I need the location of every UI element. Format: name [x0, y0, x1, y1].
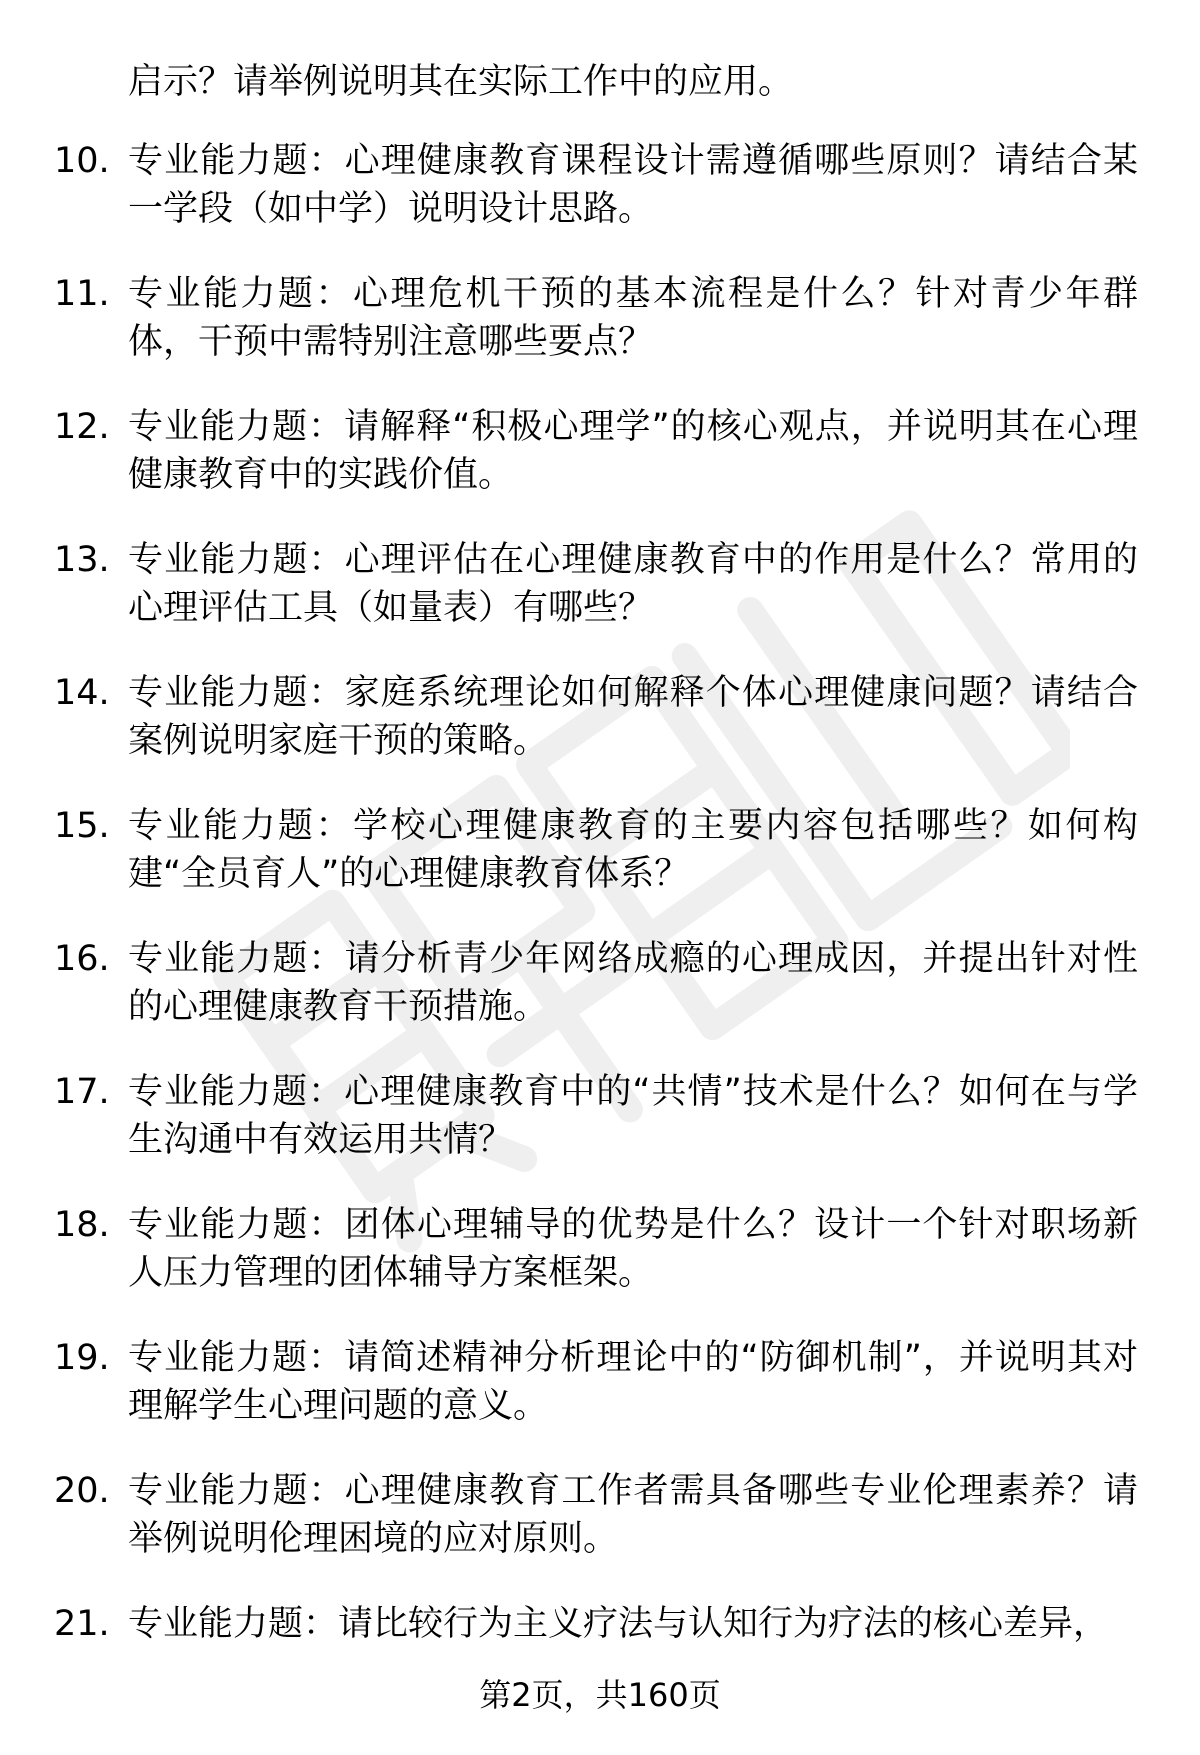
question-text: 专业能力题：请简述精神分析理论中的“防御机制”，并说明其对理解学生心理问题的意义。 [128, 1338, 1138, 1426]
list-item [0, 137, 1200, 270]
question-list [0, 137, 1200, 1733]
previous-question-continuation: 启示？请举例说明其在实际工作中的应用。 [128, 62, 794, 102]
question-text: 专业能力题：心理健康教育课程设计需遵循哪些原则？请结合某一学段（如中学）说明设计思路。 [128, 141, 1138, 229]
question-number: 20. [54, 1471, 110, 1511]
question-text: 专业能力题：团体心理辅导的优势是什么？设计一个针对职场新人压力管理的团体辅导方案框架。 [128, 1205, 1138, 1293]
list-item [0, 536, 1200, 669]
list-item [0, 403, 1200, 536]
list-item [0, 1334, 1200, 1467]
list-item [0, 270, 1200, 403]
question-text: 专业能力题：心理健康教育工作者需具备哪些专业伦理素养？请举例说明伦理困境的应对原则。 [128, 1471, 1138, 1559]
list-item [0, 1068, 1200, 1201]
question-text: 专业能力题：家庭系统理论如何解释个体心理健康问题？请结合案例说明家庭干预的策略。 [128, 673, 1138, 761]
question-text: 专业能力题：心理危机干预的基本流程是什么？针对青少年群体，干预中需特别注意哪些要点？ [128, 274, 1138, 362]
list-item [0, 669, 1200, 802]
question-number: 19. [54, 1338, 110, 1378]
question-number: 17. [54, 1072, 110, 1112]
question-number: 10. [54, 141, 110, 181]
question-text: 专业能力题：请比较行为主义疗法与认知行为疗法的核心差异， [128, 1604, 1109, 1644]
question-text: 专业能力题：心理健康教育中的“共情”技术是什么？如何在与学生沟通中有效运用共情？ [128, 1072, 1138, 1160]
question-text: 专业能力题：心理评估在心理健康教育中的作用是什么？常用的心理评估工具（如量表）有哪些？ [128, 540, 1138, 628]
question-text: 专业能力题：请解释“积极心理学”的核心观点，并说明其在心理健康教育中的实践价值。 [128, 407, 1138, 495]
question-number: 14. [54, 673, 110, 713]
page-number-footer: 第2页，共160页 [479, 1676, 721, 1714]
question-text: 专业能力题：学校心理健康教育的主要内容包括哪些？如何构建“全员育人”的心理健康教育体系？ [128, 806, 1138, 894]
question-number: 18. [54, 1205, 110, 1245]
question-number: 12. [54, 407, 110, 447]
question-number: 16. [54, 939, 110, 979]
list-item [0, 935, 1200, 1068]
question-text: 专业能力题：请分析青少年网络成瘾的心理成因，并提出针对性的心理健康教育干预措施。 [128, 939, 1138, 1027]
question-number: 13. [54, 540, 110, 580]
list-item [0, 1201, 1200, 1334]
question-number: 11. [54, 274, 110, 314]
question-number: 21. [54, 1604, 110, 1644]
question-number: 15. [54, 806, 110, 846]
list-item [0, 802, 1200, 935]
list-item [0, 1467, 1200, 1600]
